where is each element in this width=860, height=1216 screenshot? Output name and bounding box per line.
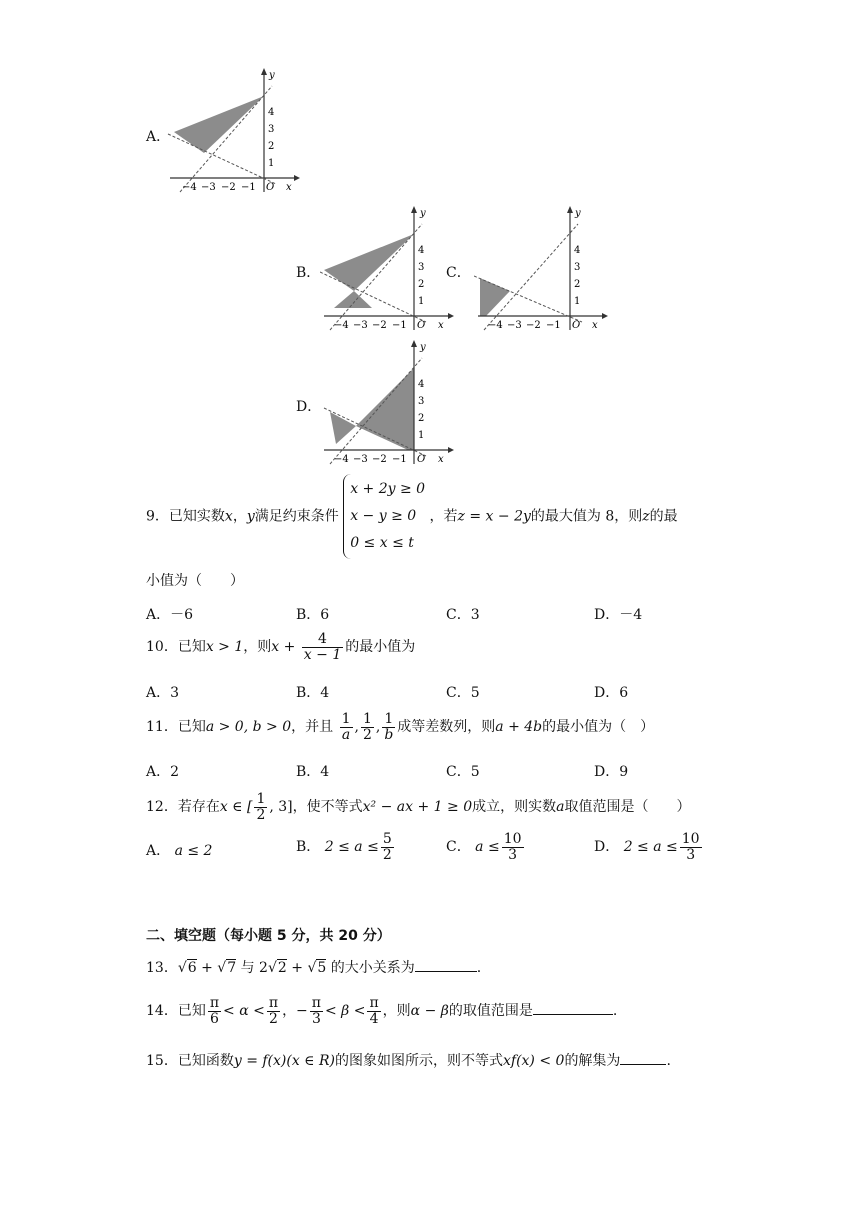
fraction: $\frac{1}{a}$	[341, 711, 351, 743]
x-tick-label: −1	[241, 182, 256, 193]
q11-option-b: B．4	[296, 764, 330, 780]
question-14: 14．已知 $\frac{\pi}{6}$ < α < $\frac{\pi}{2}$ ，− $\frac{\pi}{3}$ < β < $\frac{\pi}{4}$ ，则α − β的取值范围是 .	[146, 995, 618, 1027]
q10-option-a: A．3	[146, 685, 180, 701]
section-title: 二、填空题（每小题 5 分，共 20 分）	[146, 928, 391, 944]
option-a-graph	[166, 66, 302, 194]
q11-option-a: A．2	[146, 764, 180, 780]
q12-option-c: C． a ≤ $\frac{10}{3}$	[446, 831, 522, 863]
origin-label: O	[266, 182, 275, 193]
q9-option-b: B．6	[296, 607, 330, 623]
y-tick-label: 4	[418, 245, 425, 256]
q10-option-d: D．6	[594, 685, 629, 701]
y-tick-label: 3	[574, 262, 581, 273]
feasible-region-d2	[356, 368, 414, 450]
option-b-label: B．	[296, 265, 321, 281]
y-tick-label: 1	[418, 430, 425, 441]
option-d-graph	[320, 338, 456, 466]
origin-label: O	[417, 320, 426, 331]
y-axis-name: y	[269, 70, 275, 81]
y-tick-label: 1	[574, 296, 581, 307]
x-tick-label: −1	[392, 454, 407, 465]
option-c-label: C．	[446, 265, 471, 281]
q9-option-a: A．－6	[146, 607, 194, 623]
origin-label: O	[417, 454, 426, 465]
y-tick-label: 4	[268, 107, 275, 118]
feasible-region-b1	[324, 234, 414, 291]
origin-label: O	[572, 320, 581, 331]
option-a-label: A．	[146, 129, 171, 145]
fraction: $\frac{1}{2}$	[256, 791, 266, 823]
question-9-line2: 小值为（ ）	[146, 573, 244, 589]
x-tick-label: −4	[334, 320, 349, 331]
q11-option-c: C．5	[446, 764, 480, 780]
x-tick-label: −3	[201, 182, 216, 193]
y-tick-label: 1	[268, 158, 275, 169]
x-tick-label: −3	[353, 320, 368, 331]
x-tick-label: −2	[372, 454, 387, 465]
q11-option-d: D．9	[594, 764, 629, 780]
y-tick-label: 3	[418, 262, 425, 273]
y-tick-label: 1	[418, 296, 425, 307]
question-10: 10．已知x > 1，则x + $\frac{4}{x - 1}$ 的最小值为	[146, 631, 416, 663]
q10-option-b: B．4	[296, 685, 330, 701]
x-tick-label: −1	[392, 320, 407, 331]
x-tick-label: −3	[353, 454, 368, 465]
question-13: 13．√6 + √7 与 2√2 + √5 的大小关系为 .	[146, 957, 481, 977]
answer-blank[interactable]	[620, 1050, 666, 1065]
feasible-region-c	[480, 278, 510, 316]
q10-option-c: C．5	[446, 685, 480, 701]
q9-option-d: D．－4	[594, 607, 643, 623]
q12-option-d: D． 2 ≤ a ≤ $\frac{10}{3}$	[594, 831, 700, 863]
x-tick-label: −2	[526, 320, 541, 331]
y-axis-name: y	[420, 342, 426, 353]
y-tick-label: 4	[574, 245, 581, 256]
y-tick-label: 2	[418, 413, 425, 424]
y-tick-label: 3	[418, 396, 425, 407]
x-tick-label: −1	[546, 320, 561, 331]
question-12: 12．若存在x ∈ [ $\frac{1}{2}$ , 3]，使不等式x² − ax + 1 ≥ 0成立，则实数a取值范围是（ ）	[146, 791, 691, 823]
y-tick-label: 2	[574, 279, 581, 290]
answer-blank[interactable]	[533, 1000, 613, 1015]
x-tick-label: −2	[372, 320, 387, 331]
y-tick-label: 2	[268, 141, 275, 152]
option-c-graph	[474, 204, 610, 332]
x-tick-label: −3	[507, 320, 522, 331]
x-tick-label: −4	[182, 182, 197, 193]
question-15: 15．已知函数y = f(x)(x ∈ R)的图象如图所示，则不等式xf(x) < 0的解集为 .	[146, 1050, 671, 1070]
q12-option-a: A． a ≤ 2	[146, 843, 213, 859]
fraction: $\frac{4}{x - 1}$	[303, 631, 342, 663]
q9-option-c: C．3	[446, 607, 480, 623]
y-tick-label: 2	[418, 279, 425, 290]
x-axis-name: x	[286, 182, 292, 193]
x-tick-label: −4	[334, 454, 349, 465]
y-tick-label: 4	[418, 379, 425, 390]
x-axis-name: x	[592, 320, 598, 331]
constraint-system: x + 2y ≥ 0 x − y ≥ 0 0 ≤ x ≤ t	[343, 474, 425, 559]
x-tick-label: −2	[221, 182, 236, 193]
option-d-label: D．	[296, 399, 322, 415]
q12-option-b: B． 2 ≤ a ≤ $\frac{5}{2}$	[296, 831, 392, 863]
x-tick-label: −4	[488, 320, 503, 331]
y-tick-label: 3	[268, 124, 275, 135]
feasible-region-a	[174, 96, 264, 153]
question-11: 11．已知a > 0, b > 0，并且 $\frac{1}{a}$ , $\frac{1}{2}$ , $\frac{1}{b}$ 成等差数列，则a + 4b的最小值为（ ）	[146, 711, 655, 743]
fraction: $\frac{1}{2}$	[362, 711, 372, 743]
fraction: $\frac{1}{b}$	[384, 711, 394, 743]
option-b-graph	[320, 204, 456, 332]
y-axis-name: y	[420, 208, 426, 219]
x-axis-name: x	[438, 320, 444, 331]
x-axis-name: x	[438, 454, 444, 465]
question-9: 9．已知实数x，y满足约束条件 x + 2y ≥ 0 x − y ≥ 0 0 ≤ x ≤ t ，若z = x − 2y的最大值为 8，则z的最	[146, 474, 678, 559]
answer-blank[interactable]	[415, 957, 477, 972]
y-axis-name: y	[575, 208, 581, 219]
